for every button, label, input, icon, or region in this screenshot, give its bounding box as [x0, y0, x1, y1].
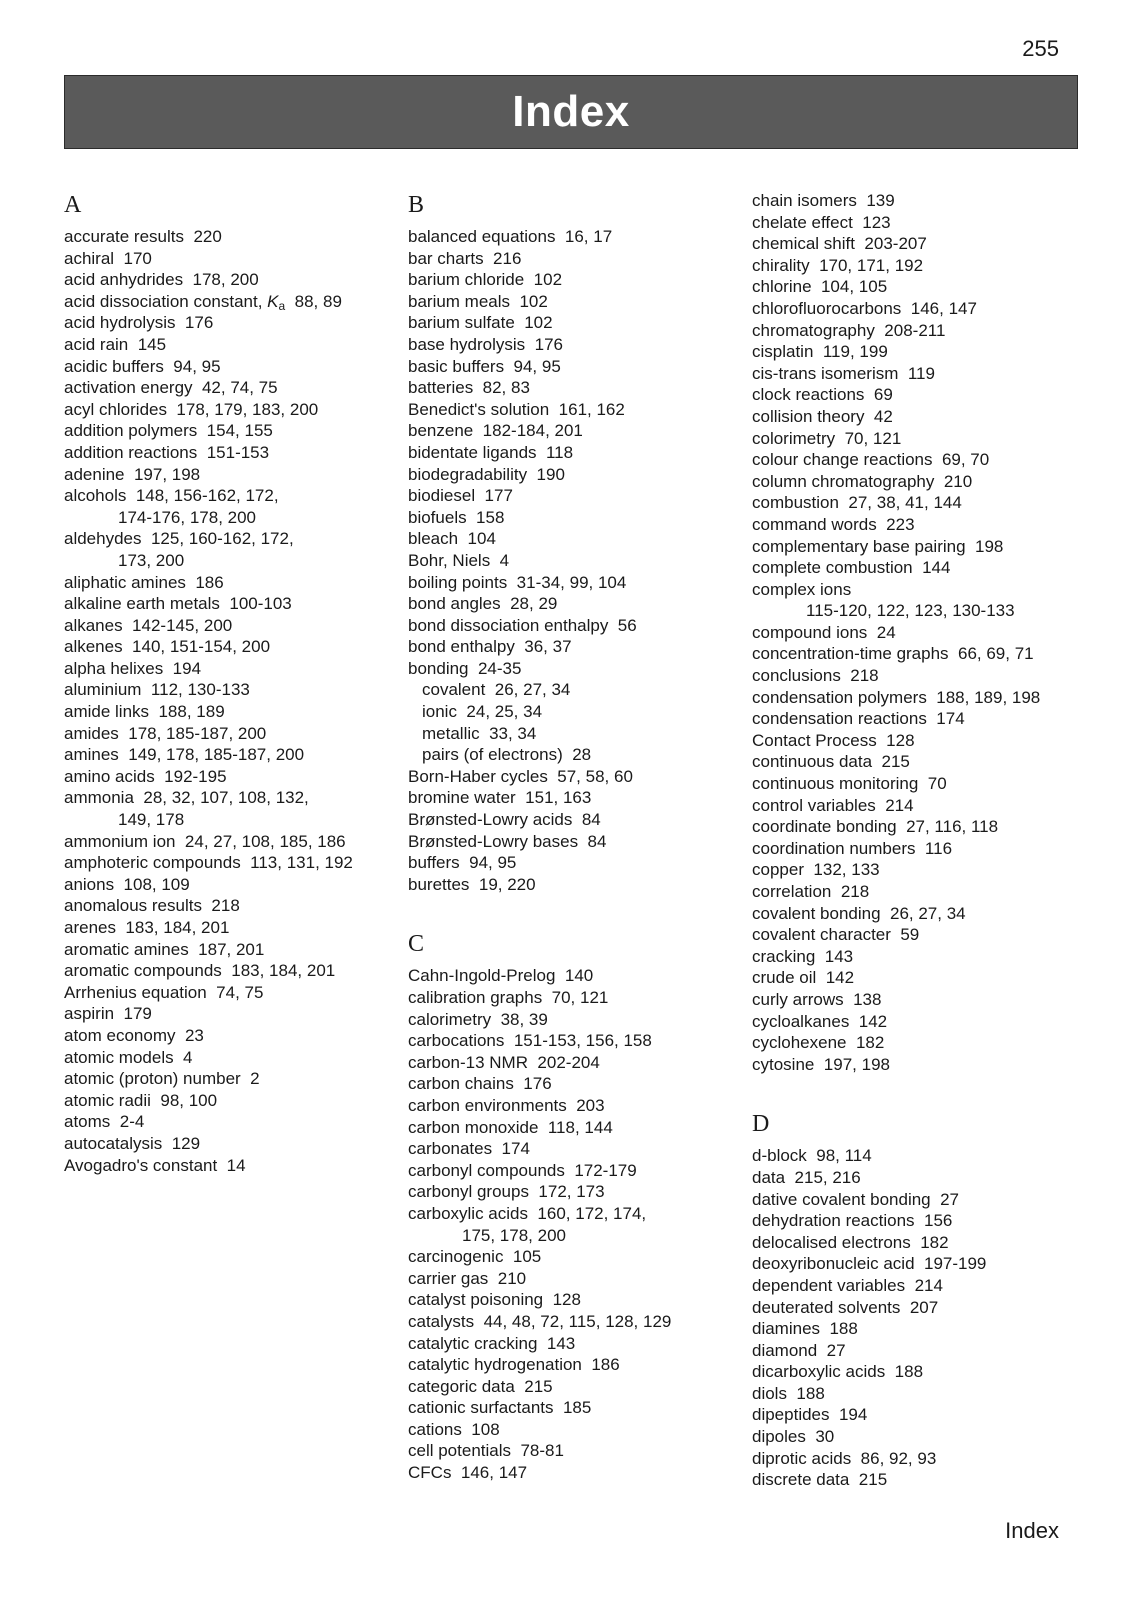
index-entry: chromatography 208-211 [752, 320, 946, 340]
index-entry: compound ions 24 [752, 622, 896, 642]
index-entry: carcinogenic 105 [408, 1247, 542, 1267]
index-entry: colour change reactions 69, 70 [752, 450, 990, 470]
index-column-3 [752, 190, 1092, 1491]
index-entry: colorimetry 70, 121 [752, 428, 902, 448]
index-entry: atom economy 23 [64, 1025, 204, 1045]
index-entry: concentration-time graphs 66, 69, 71 [752, 644, 1034, 664]
index-entry: biodiesel 177 [408, 486, 513, 506]
index-entry: alkenes 140, 151-154, 200 [64, 637, 271, 657]
index-entry: basic buffers 94, 95 [408, 356, 561, 376]
index-entry: autocatalysis 129 [64, 1133, 201, 1153]
page-title: Index [512, 87, 630, 136]
section-letter-a: A [64, 192, 82, 218]
index-entry: dipoles 30 [752, 1427, 835, 1447]
index-entry: command words 223 [752, 514, 915, 534]
section-letter-c: C [408, 931, 425, 958]
index-entry: addition reactions 151-153 [64, 442, 270, 462]
index-entry: Benedict's solution 161, 162 [408, 399, 625, 419]
index-entry-continued: 149, 178 [118, 810, 185, 830]
footer-label: Index [1005, 1518, 1059, 1543]
index-entry: carbonates 174 [408, 1139, 530, 1159]
index-column-1 [64, 190, 389, 1176]
index-entry: aliphatic amines 186 [64, 572, 224, 592]
index-entry: acid hydrolysis 176 [64, 313, 214, 333]
index-column-2 [408, 190, 733, 1484]
index-entry: copper 132, 133 [752, 860, 880, 880]
index-entry: dipeptides 194 [752, 1405, 868, 1425]
index-entry: addition polymers 154, 155 [64, 421, 273, 441]
index-entry: acid anhydrides 178, 200 [64, 270, 259, 290]
ka-pages: 88, 89 [285, 291, 342, 311]
index-entry: bromine water 151, 163 [408, 788, 592, 808]
section-letter-d: D [752, 1111, 770, 1138]
index-entry: calibration graphs 70, 121 [408, 988, 609, 1007]
index-entry: column chromatography 210 [752, 471, 973, 491]
index-entry: CFCs 146, 147 [408, 1463, 528, 1483]
index-entry: crude oil 142 [752, 968, 855, 988]
index-entry: categoric data 215 [408, 1376, 553, 1396]
index-subentry: metallic 33, 34 [422, 723, 537, 743]
index-entry: boiling points 31-34, 99, 104 [408, 572, 627, 592]
index-entry: chirality 170, 171, 192 [752, 255, 924, 275]
index-entry: combustion 27, 38, 41, 144 [752, 493, 962, 513]
index-entry-continued: 173, 200 [118, 550, 185, 570]
index-entry: clock reactions 69 [752, 385, 893, 405]
index-entry: benzene 182-184, 201 [408, 421, 583, 441]
index-entry: activation energy 42, 74, 75 [64, 378, 278, 398]
index-entry: bond enthalpy 36, 37 [408, 637, 572, 657]
index-entry: aluminium 112, 130-133 [64, 680, 250, 700]
index-subentry: covalent 26, 27, 34 [422, 680, 571, 700]
index-entry: carbon environments 203 [408, 1095, 605, 1115]
index-entry: carbocations 151-153, 156, 158 [408, 1031, 652, 1051]
index-entry: chemical shift 203-207 [752, 234, 927, 254]
index-entry: alkanes 142-145, 200 [64, 615, 233, 635]
index-entry: chlorine 104, 105 [752, 277, 888, 297]
index-entry: burettes 19, 220 [408, 874, 536, 894]
index-entry: coordination numbers 116 [752, 838, 953, 858]
index-entry: atomic (proton) number 2 [64, 1069, 260, 1089]
index-entry: bond dissociation enthalpy 56 [408, 615, 637, 635]
index-entry: cell potentials 78-81 [408, 1441, 564, 1461]
index-entry: balanced equations 16, 17 [408, 227, 613, 246]
index-entry: covalent character 59 [752, 925, 920, 945]
index-entry: diprotic acids 86, 92, 93 [752, 1448, 937, 1468]
index-entry: complex ions [752, 579, 852, 599]
index-entry: Brønsted-Lowry acids 84 [408, 810, 601, 830]
index-entry: discrete data 215 [752, 1470, 888, 1490]
index-entry: cations 108 [408, 1419, 500, 1439]
index-entry: calorimetry 38, 39 [408, 1009, 548, 1029]
index-entry: Bohr, Niels 4 [408, 550, 510, 570]
index-entry: cis-trans isomerism 119 [752, 363, 935, 383]
index-entry: carrier gas 210 [408, 1268, 527, 1288]
index-entry: Brønsted-Lowry bases 84 [408, 831, 607, 851]
index-entry: catalytic hydrogenation 186 [408, 1355, 620, 1375]
index-entry: dehydration reactions 156 [752, 1211, 953, 1231]
index-entry: bleach 104 [408, 529, 496, 549]
index-entry: acidic buffers 94, 95 [64, 356, 221, 376]
ka-subscript: a [278, 298, 286, 313]
index-entry: barium meals 102 [408, 291, 548, 311]
index-entry: adenine 197, 198 [64, 464, 201, 484]
index-entry: Avogadro's constant 14 [64, 1155, 246, 1175]
index-entry: deoxyribonucleic acid 197-199 [752, 1254, 987, 1274]
index-entry: dative covalent bonding 27 [752, 1189, 959, 1209]
index-entry: complete combustion 144 [752, 558, 951, 578]
index-entry: dependent variables 214 [752, 1275, 943, 1295]
index-entry: carbonyl groups 172, 173 [408, 1182, 605, 1202]
index-entry: aromatic amines 187, 201 [64, 939, 265, 959]
index-entry: acid rain 145 [64, 334, 167, 354]
index-entry: Cahn-Ingold-Prelog 140 [408, 966, 594, 986]
index-subentry: pairs (of electrons) 28 [422, 745, 592, 765]
index-entry: atomic models 4 [64, 1047, 193, 1067]
index-entry: carboxylic acids 160, 172, 174, [408, 1203, 647, 1223]
index-entry: ammonia 28, 32, 107, 108, 132, [64, 788, 309, 808]
index-entry: amphoteric compounds 113, 131, 192 [64, 853, 353, 873]
index-entry: condensation polymers 188, 189, 198 [752, 687, 1041, 707]
index-entry: atoms 2-4 [64, 1112, 145, 1132]
index-entry: arenes 183, 184, 201 [64, 918, 230, 937]
index-entry: carbon monoxide 118, 144 [408, 1117, 613, 1137]
index-entry: biodegradability 190 [408, 464, 565, 484]
index-entry: alkaline earth metals 100-103 [64, 594, 292, 614]
ka-term: acid dissociation constant, K [64, 291, 279, 311]
index-entry: cyclohexene 182 [752, 1033, 885, 1053]
index-entry: ammonium ion 24, 27, 108, 185, 186 [64, 831, 346, 851]
index-entry: amide links 188, 189 [64, 702, 225, 722]
index-entry: amides 178, 185-187, 200 [64, 723, 267, 743]
index-entry: cycloalkanes 142 [752, 1011, 888, 1031]
title-banner [64, 75, 1078, 149]
index-entry: catalysts 44, 48, 72, 115, 128, 129 [408, 1311, 672, 1331]
index-entry: catalytic cracking 143 [408, 1333, 576, 1353]
index-entry: data 215, 216 [752, 1167, 861, 1187]
index-entry: covalent bonding 26, 27, 34 [752, 903, 966, 923]
index-entry: chlorofluorocarbons 146, 147 [752, 298, 977, 318]
index-entry: cracking 143 [752, 946, 854, 966]
index-entry: coordinate bonding 27, 116, 118 [752, 817, 999, 837]
index-entry: atomic radii 98, 100 [64, 1090, 218, 1110]
section-gap [408, 895, 733, 929]
index-entry: acyl chlorides 178, 179, 183, 200 [64, 399, 319, 419]
index-entry: biofuels 158 [408, 507, 505, 527]
index-entry: amino acids 192-195 [64, 766, 227, 786]
section-gap [752, 1075, 1092, 1109]
index-entry: diols 188 [752, 1383, 825, 1403]
index-entry: carbon-13 NMR 202-204 [408, 1052, 600, 1072]
index-entry-ka [64, 291, 389, 313]
index-entry: bond angles 28, 29 [408, 594, 558, 614]
index-entry: diamond 27 [752, 1340, 846, 1360]
index-entry: delocalised electrons 182 [752, 1232, 949, 1252]
index-entry: continuous monitoring 70 [752, 774, 947, 794]
index-entry: alcohols 148, 156-162, 172, [64, 486, 279, 506]
index-entry: collision theory 42 [752, 406, 893, 426]
index-entry: base hydrolysis 176 [408, 334, 563, 354]
index-entry: batteries 82, 83 [408, 378, 530, 398]
index-entry: control variables 214 [752, 795, 914, 815]
index-entry: cytosine 197, 198 [752, 1054, 890, 1074]
index-entry: bidentate ligands 118 [408, 442, 574, 462]
index-entry: aspirin 179 [64, 1004, 152, 1024]
index-entry: complementary base pairing 198 [752, 536, 1004, 556]
ka-symbol: K [267, 291, 279, 311]
index-entry: curly arrows 138 [752, 989, 882, 1009]
index-entry: continuous data 215 [752, 752, 910, 772]
index-entry: anions 108, 109 [64, 874, 190, 894]
index-entry: d-block 98, 114 [752, 1146, 872, 1166]
index-entry: barium chloride 102 [408, 270, 563, 290]
index-entry: diamines 188 [752, 1319, 858, 1339]
index-entry: alpha helixes 194 [64, 658, 202, 678]
index-entry: bonding 24-35 [408, 658, 522, 678]
section-letter-b: B [408, 192, 425, 218]
index-entry: chain isomers 139 [752, 191, 895, 210]
index-entry: cisplatin 119, 199 [752, 342, 888, 362]
index-entry: correlation 218 [752, 882, 870, 901]
index-entry-continued: 115-120, 122, 123, 130-133 [806, 601, 1015, 621]
index-entry: dicarboxylic acids 188 [752, 1362, 924, 1382]
index-entry: deuterated solvents 207 [752, 1297, 939, 1317]
index-entry: bar charts 216 [408, 248, 522, 268]
index-entry: condensation reactions 174 [752, 709, 965, 729]
index-entry: achiral 170 [64, 248, 152, 268]
index-entry-continued: 175, 178, 200 [462, 1225, 566, 1245]
index-entry: accurate results 220 [64, 227, 222, 246]
index-entry: carbonyl compounds 172-179 [408, 1160, 637, 1180]
index-entry: amines 149, 178, 185-187, 200 [64, 745, 305, 765]
index-entry: Born-Haber cycles 57, 58, 60 [408, 766, 633, 786]
index-entry: catalyst poisoning 128 [408, 1290, 581, 1310]
index-entry: Contact Process 128 [752, 730, 915, 750]
index-entry: buffers 94, 95 [408, 853, 517, 873]
index-entry: Arrhenius equation 74, 75 [64, 982, 264, 1002]
index-entry: barium sulfate 102 [408, 313, 553, 333]
page-number: 255 [1022, 36, 1059, 61]
index-subentry: ionic 24, 25, 34 [422, 702, 543, 722]
index-entry: carbon chains 176 [408, 1074, 552, 1094]
index-entry: anomalous results 218 [64, 896, 240, 916]
index-entry: aldehydes 125, 160-162, 172, [64, 529, 294, 549]
index-entry-continued: 174-176, 178, 200 [118, 507, 257, 527]
index-entry: chelate effect 123 [752, 212, 891, 232]
index-entry: conclusions 218 [752, 666, 879, 686]
index-entry: cationic surfactants 185 [408, 1398, 592, 1418]
index-entry: aromatic compounds 183, 184, 201 [64, 961, 336, 981]
